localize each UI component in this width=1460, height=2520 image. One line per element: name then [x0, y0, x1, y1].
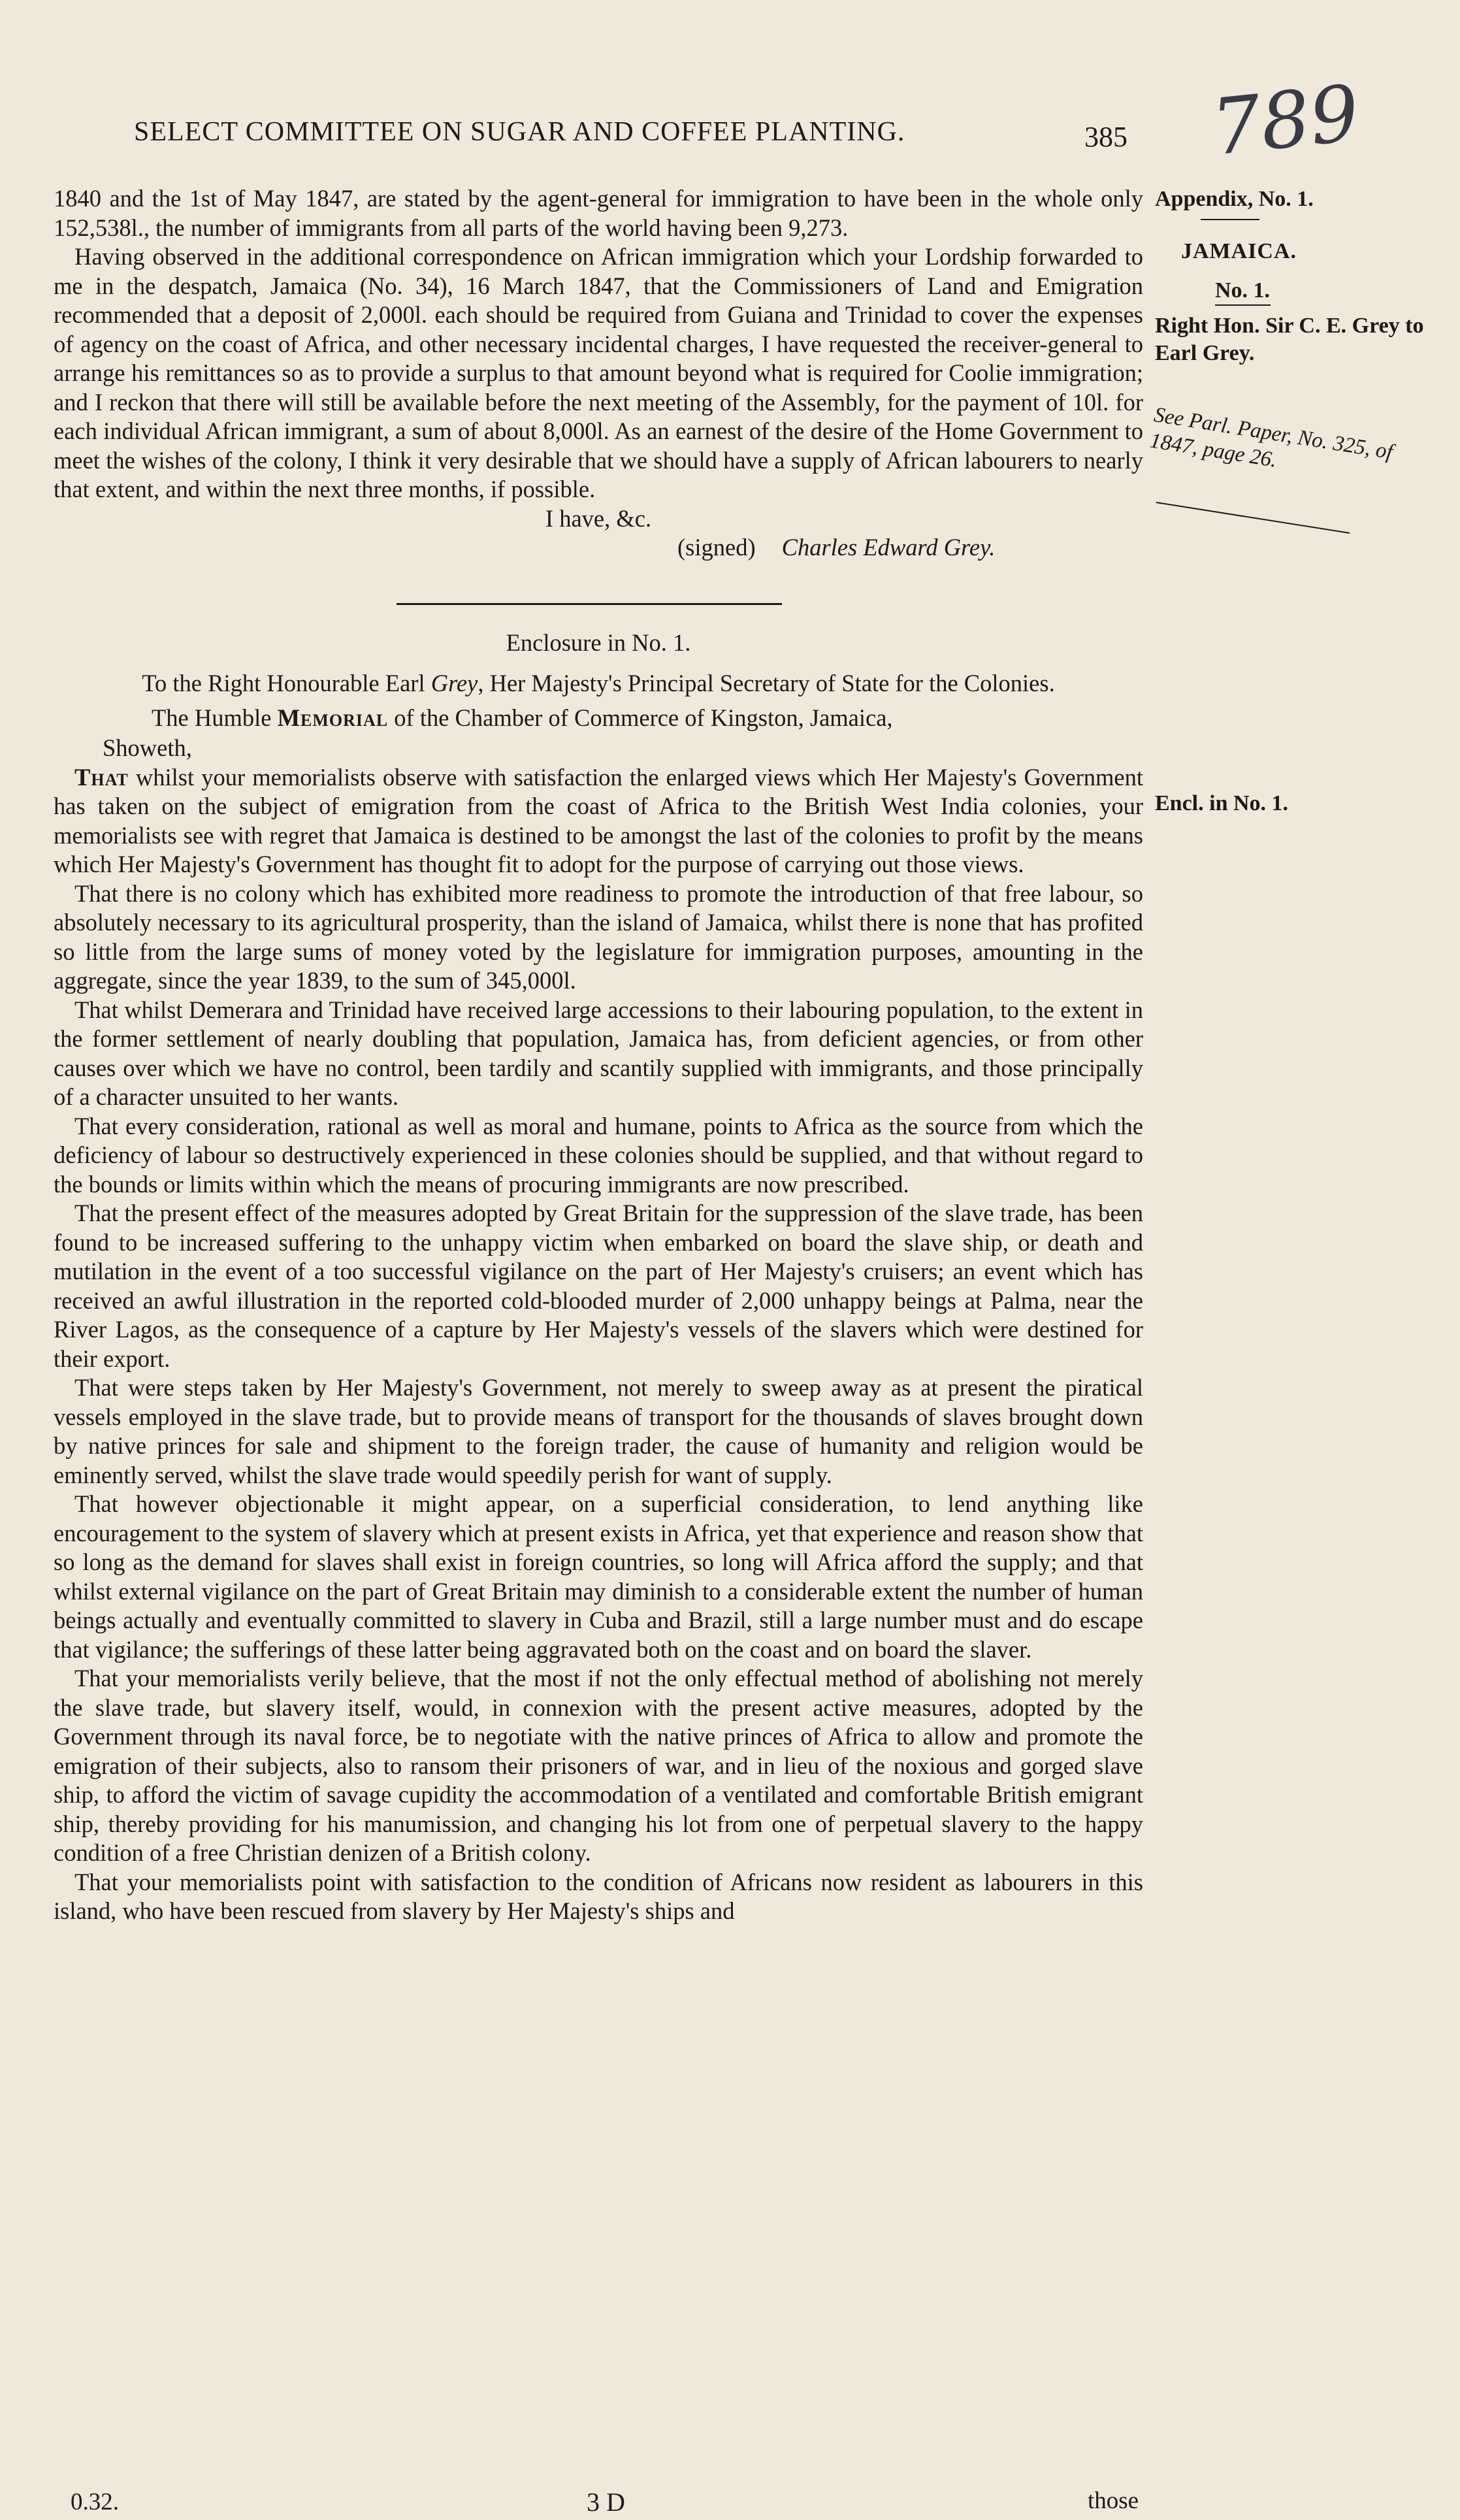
- margin-number-rule: [1215, 304, 1271, 306]
- section-rule: [397, 603, 782, 605]
- body-text: [54, 184, 1143, 1926]
- address-line: [54, 669, 1143, 698]
- memorial-pre: The Humble: [152, 704, 278, 731]
- margin-see-rule: [1156, 502, 1350, 534]
- handwritten-folio: 789: [1207, 67, 1363, 173]
- letter-paragraph: 1840 and the 1st of May 1847, are stated by the agent-general for immigration to have been in the whole only 152,538l., the number of immigrants from all parts of the world having been 9,273.: [54, 185, 1143, 241]
- margin-from-to: Right Hon. Sir C. E. Grey to Earl Grey.: [1155, 314, 1424, 365]
- signature-mark: 3 D: [587, 2487, 625, 2517]
- letter-paragraph: Having observed in the additional correspondence on African immigration which your Lordship forwarded to me in the despatch, Jamaica (No. 34), 16 March 1847, that the Commissioners of Land and Emigration recommended that a deposit of 2,000l. each should be required from Guiana and Trinidad to cover the expenses of agency on the coast of Africa, and other necessary incidental charges, I have requested the receiver-general to arrange his remittances so as to provide a surplus to that amount beyond what is required for Coolie immigration; and I reckon that there will still be available before the next meeting of the Assembly, for the payment of 10l. for each individual African immigrant, a sum of about 8,000l. As an earnest of the desire of the Home Government to meet the wishes of the colony, I think it very desirable that we should have a supply of African labourers to nearly that extent, and within the next three months, if possible.: [54, 243, 1143, 502]
- memorial-paragraph: That however objectionable it might appear, on a superficial consideration, to lend anything like encouragement to the system of slavery which at present exists in Africa, yet that experience and reason show that so long as the demand for slaves shall exist in foreign countries, so long will Africa afford the supply; and that whilst external vigilance on the part of Great Britain may diminish to a considerable extent the number of human beings actually and eventually committed to slavery in Cuba and Brazil, still a large number must and do escape that vigilance; the sufferings of these latter being aggravated both on the coast and on board the slaver.: [54, 1490, 1143, 1663]
- closing: I have, &c.: [545, 504, 652, 532]
- memorial-post: of the Chamber of Commerce of Kingston, Jamaica,: [388, 704, 893, 731]
- first-word: That: [74, 763, 129, 791]
- memorial-paragraph: That the present effect of the measures adopted by Great Britain for the suppression of the slave trade, has been found to be increased suffering to the unhappy victim when embarked on board the slave ship, or death and mutilation in the event of a too successful vigilance on the part of Her Majesty's cruisers; an event which has received an awful illustration in the reported cold-blooded murder of 2,000 unhappy beings at Palma, near the River Lagos, as the consequence of a capture by Her Majesty's vessels of the slavers which were destined for their export.: [54, 1200, 1143, 1372]
- showeth: Showeth,: [103, 734, 192, 761]
- margin-dash: [1201, 219, 1259, 220]
- address-name: Grey: [430, 670, 478, 696]
- signatory-name: Charles Edward Grey.: [781, 534, 996, 561]
- memorial-paragraph: That were steps taken by Her Majesty's Government, not merely to sweep away as at present the piratical vessels employed in the slave trade, but to provide means of transport for the thousands of slaves brought down by native princes for sale and shipment to the foreign trader, the cause of humanity and religion would be eminently served, whilst the slave trade would speedily perish for want of supply.: [54, 1374, 1143, 1488]
- margin-jamaica: JAMAICA.: [1181, 239, 1297, 263]
- memorial-heading: [54, 704, 1143, 733]
- signature-line: [54, 533, 1143, 563]
- memorial-paragraph: That there is no colony which has exhibited more readiness to promote the introduction of that free labour, so absolutely necessary to its agricultural prosperity, than the island of Jamaica, whilst there is none that has profited so little from the large sums of money voted by the legislature for immigration purposes, amounting in the aggregate, since the year 1839, to the sum of 345,000l.: [54, 879, 1143, 994]
- signed-label: (signed): [677, 534, 756, 561]
- paragraph-rest: whilst your memorialists observe with satisfaction the enlarged views which Her Majesty's Government has taken on the subject of emigration from the coast of Africa to the British West India colonies, your memorialists see with regret that Jamaica is destined to be amongst the last of the colonies to profit by the means which Her Majesty's Government has thought fit to adopt for the purpose of carrying out those views.: [54, 763, 1143, 877]
- memorial-paragraph: That your memorialists verily believe, that the most if not the only effectual method of abolishing not merely the slave trade, but slavery itself, would, in connexion with the present active measures, adopted by the Government through its naval force, be to negotiate with the native princes of Africa to allow and promote the emigration of their subjects, also to ransom their prisoners of war, and in lieu of the noxious and gorged slave ship, to afford the victim of savage cupidity the accommodation of a ventilated and comfortable British emigrant ship, thereby providing for his manumission, and changing his lot from one of perpetual slavery to the happy condition of a free Christian denizen of a British colony.: [54, 1665, 1143, 1866]
- memorial-word: Memorial: [277, 704, 389, 731]
- memorial-paragraph: That whilst Demerara and Trinidad have received large accessions to their labouring population, to the extent in the former settlement of nearly doubling that population, Jamaica has, from deficient agencies, or from other causes over which we have no control, been tardily and scantily supplied with immigrants, and those principally of a character unsuited to her wants.: [54, 996, 1143, 1110]
- catchword: those: [1088, 2487, 1139, 2514]
- memorial-paragraph: That every consideration, rational as well as moral and humane, points to Africa as the source from which the deficiency of labour so destructively experienced in these colonies should be supplied, and that without regard to the bounds or limits within which the means of procuring immigrants are now prescribed.: [54, 1112, 1143, 1198]
- paper-number: 0.32.: [71, 2489, 119, 2515]
- address-pre: To the Right Honourable Earl: [142, 670, 431, 696]
- margin-appendix: Appendix, No. 1.: [1155, 187, 1314, 211]
- memorial-paragraph: That your memorialists point with satisfaction to the condition of Africans now resident as labourers in this island, who have been rescued from slavery by Her Majesty's ships and: [54, 1868, 1143, 1924]
- page-number: 385: [1084, 121, 1127, 153]
- running-head: SELECT COMMITTEE ON SUGAR AND COFFEE PLANTING.: [134, 117, 905, 147]
- memorial-paragraph: [54, 763, 1143, 879]
- enclosure-title: Enclosure in No. 1.: [506, 629, 691, 656]
- address-post: , Her Majesty's Principal Secretary of State for the Colonies.: [478, 670, 1055, 696]
- margin-see-reference: See Parl. Paper, No. 325, of 1847, page 26.: [1148, 402, 1395, 472]
- margin-number: No. 1.: [1215, 278, 1271, 303]
- margin-enclosure: Encl. in No. 1.: [1155, 791, 1289, 815]
